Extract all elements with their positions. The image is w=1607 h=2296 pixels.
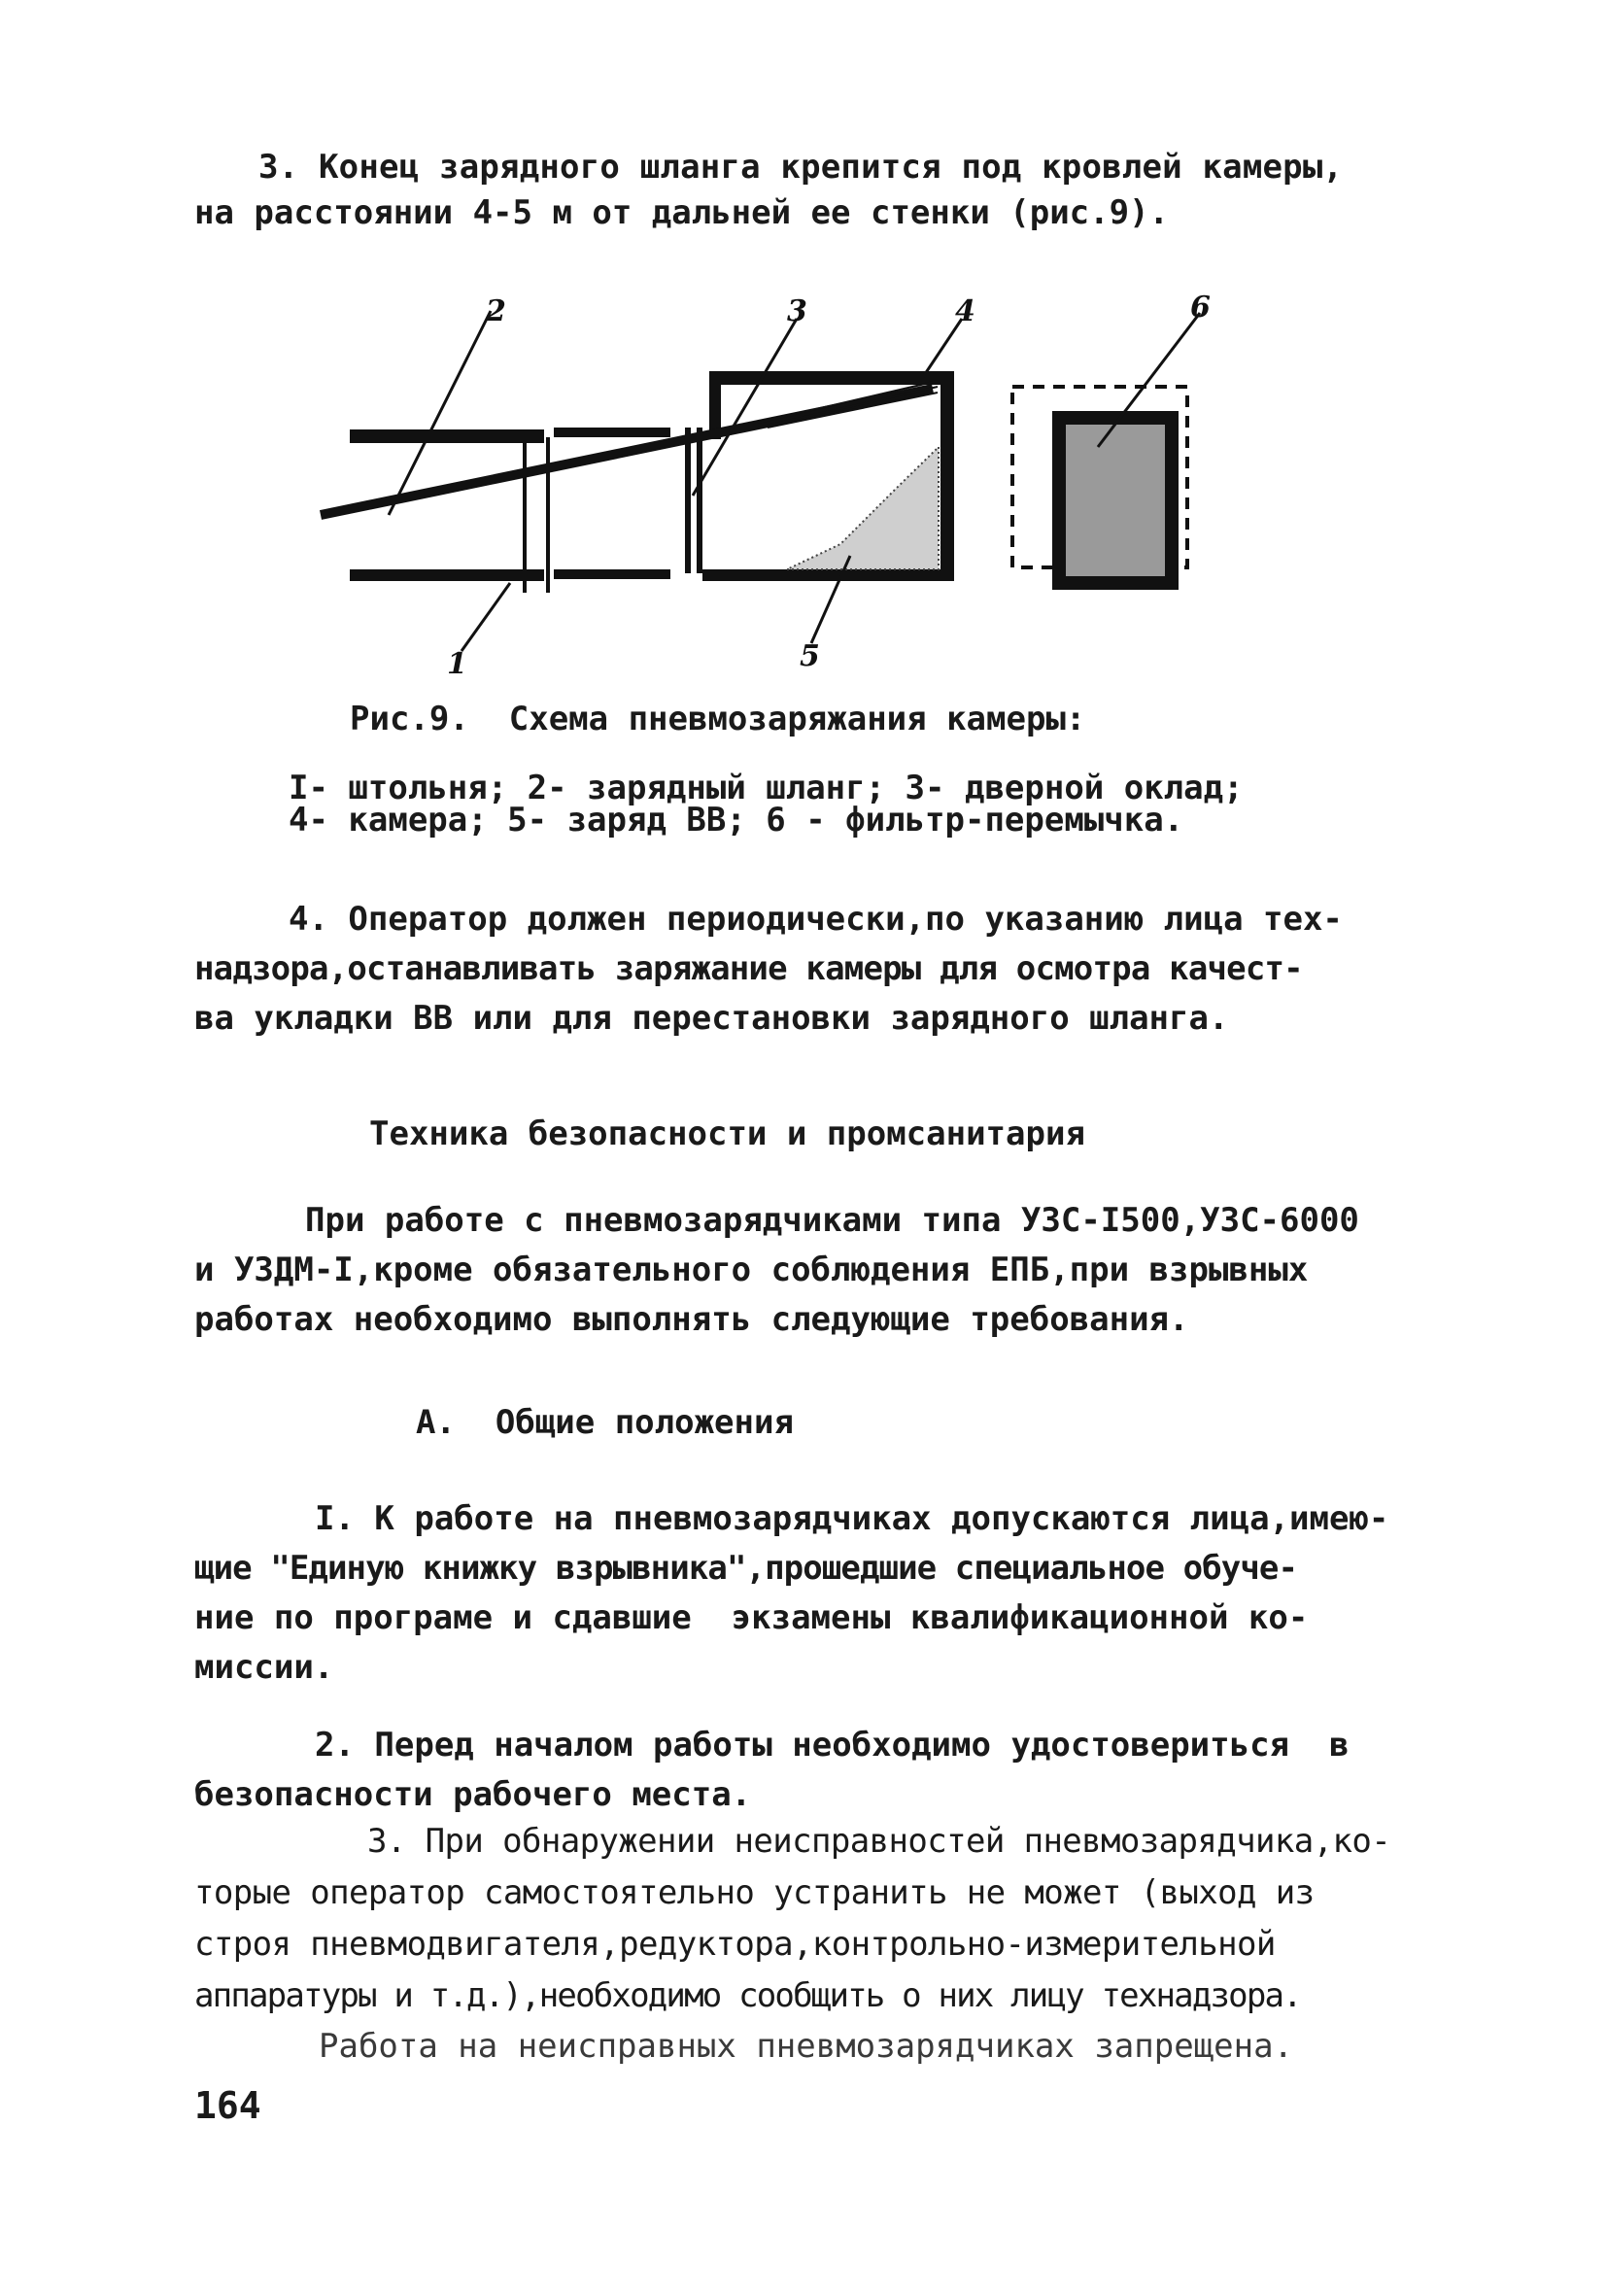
label-3: 3 bbox=[787, 294, 807, 328]
hose-spray-b bbox=[758, 387, 938, 428]
item3-line-4: аппаратуры и т.д.),необходимо сообщить о них лицу технадзора. bbox=[194, 1976, 1301, 2015]
item1-line-3: ние по програме и сдавшие экзамены квалификационной ко- bbox=[194, 1598, 1309, 1637]
hose-spray-c bbox=[768, 393, 938, 428]
item3-line-3: строя пневмодвигателя,редуктора,контрольно-измерительной bbox=[194, 1925, 1276, 1964]
para3-line-1: 3. Конец зарядного шланга крепится под кровлей камеры, bbox=[258, 148, 1344, 187]
charging-scheme-diagram bbox=[311, 291, 1224, 680]
chamber-floor bbox=[702, 569, 954, 581]
label-6: 6 bbox=[1190, 291, 1211, 325]
page-number: 164 bbox=[194, 2084, 261, 2127]
para4-line-3: ва укладки ВВ или для перестановки зарядного шланга. bbox=[194, 999, 1229, 1038]
chamber-back-wall bbox=[940, 371, 954, 581]
para3-line-2: на расстоянии 4-5 м от дальней ее стенки (рис.9). bbox=[194, 193, 1170, 232]
para4-line-1: 4. Оператор должен периодически,по указанию лица тех- bbox=[289, 900, 1343, 939]
adit-gap-line-a bbox=[523, 437, 527, 593]
leader-1 bbox=[462, 583, 510, 651]
hose-spray-a bbox=[758, 381, 938, 423]
para4-line-2: надзора,останавливать заряжание камеры для осмотра качест- bbox=[194, 949, 1303, 988]
filter-plug bbox=[1059, 418, 1172, 583]
item3-line-5: Работа на неисправных пневмозарядчиках запрещена. bbox=[319, 2027, 1294, 2066]
chamber-roof bbox=[709, 371, 952, 385]
label-4: 4 bbox=[955, 294, 975, 328]
adit-upper-wall bbox=[350, 429, 544, 443]
figure-legend-line-1: I- штольня; 2- зарядный шланг; 3- дверной оклад; bbox=[289, 769, 1244, 807]
figure-legend-line-2: 4- камера; 5- заряд ВВ; 6 - фильтр-перемычка. bbox=[289, 801, 1184, 840]
adit-lower-wall-2 bbox=[554, 569, 670, 579]
section-title: Техника безопасности и промсанитария bbox=[369, 1114, 1085, 1153]
item1-line-4: миссии. bbox=[194, 1648, 334, 1687]
explosive-charge bbox=[787, 447, 939, 569]
adit-lower-wall bbox=[350, 569, 544, 581]
item2-line-1: 2. Перед началом работы необходимо удостовериться в bbox=[315, 1726, 1350, 1765]
leader-3 bbox=[693, 319, 797, 496]
adit-gap-line-b bbox=[546, 437, 550, 593]
item2-line-2: безопасности рабочего места. bbox=[194, 1775, 752, 1814]
door-frame-post-a bbox=[685, 428, 691, 573]
label-1: 1 bbox=[447, 647, 467, 680]
intro-line-3: работах необходимо выполнять следующие требования. bbox=[194, 1300, 1189, 1339]
charging-hose bbox=[321, 389, 933, 515]
label-2: 2 bbox=[486, 294, 506, 328]
item3-line-1: 3. При обнаружении неисправностей пневмозарядчика,ко- bbox=[367, 1822, 1391, 1861]
intro-line-1: При работе с пневмозарядчиками типа УЗС-I500,УЗС-6000 bbox=[305, 1201, 1359, 1240]
item1-line-2: щие "Единую книжку взрывника",прошедшие специальное обуче- bbox=[194, 1549, 1298, 1588]
label-5: 5 bbox=[800, 639, 820, 673]
item3-line-2: торые оператор самостоятельно устранить не может (выход из bbox=[194, 1873, 1315, 1912]
figure-caption-title: Рис.9. Схема пневмозаряжания камеры: bbox=[350, 700, 1086, 738]
adit-upper-wall-2 bbox=[554, 428, 670, 437]
subsection-title: А. Общие положения bbox=[416, 1403, 794, 1442]
door-frame-post-b bbox=[697, 428, 702, 573]
intro-line-2: и УЗДМ-I,кроме обязательного соблюдения ЕПБ,при взрывных bbox=[194, 1251, 1309, 1289]
item1-line-1: I. К работе на пневмозарядчиках допускаются лица,имею- bbox=[315, 1499, 1389, 1538]
